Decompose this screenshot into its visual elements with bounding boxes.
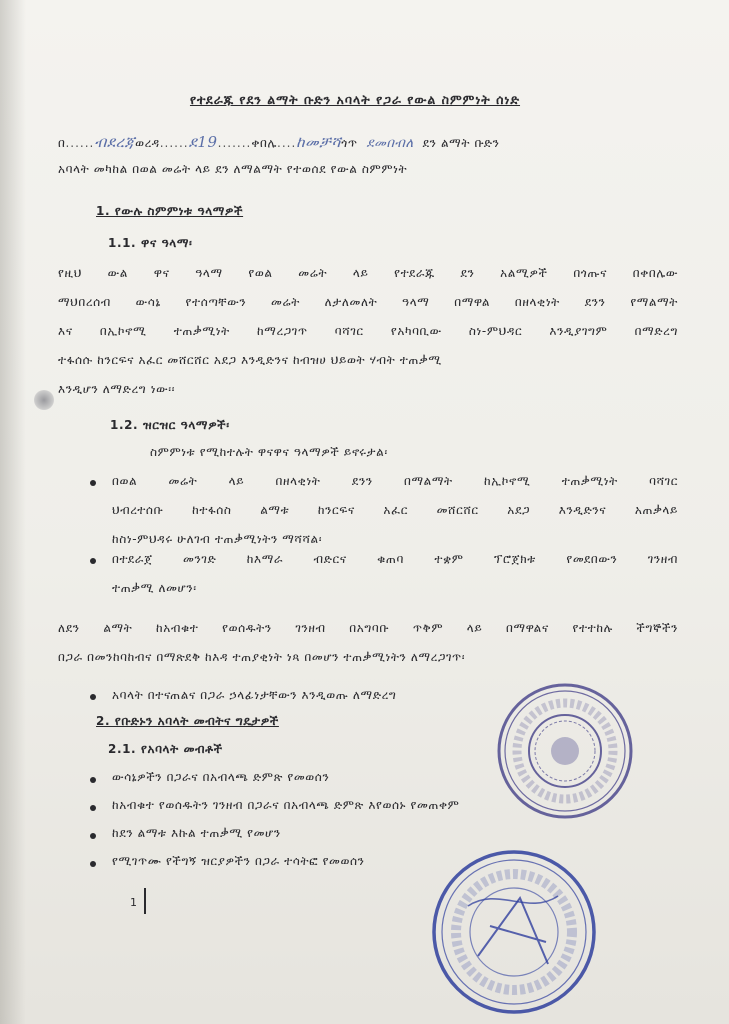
text-cursor (144, 888, 146, 914)
paragraph-line: ለደን ልማት ከአብቁተ የወሰዱትን ገንዘብ በአግባቡ ጥቅም ላይ በማዋልና የተተከሉ ችግኞችን (58, 621, 678, 635)
list-item: የሚገጥሙ የችግኝ ዝርያዎችን በጋራ ተሳትፎ የመወሰን (112, 854, 365, 868)
punch-hole (34, 390, 54, 410)
handwritten-kebele: ደ19 (188, 133, 218, 151)
intro-text-group: ደን ልማት ቡድን (422, 136, 500, 150)
handwritten-gote: ከመቻሻ (296, 133, 342, 151)
list-item: ከአብቁተ የወሰዱትን ገንዘብ በጋራና በአብላጫ ድምጽ እየወሰኑ የመጠቀም (112, 798, 460, 812)
section-1-1-title: 1.1. ዋና ዓላማ፡ (108, 236, 193, 250)
handwritten-group: ደመበብለ (366, 136, 414, 151)
list-item: ህብረተሰቡ ከተፋሰስ ልማቱ ከንርፍና አፈር መሸርሸር አደጋ እንዲድንና አጠቃላይ (112, 503, 678, 517)
section-2-1-title: 2.1. የአባላት መብቶች (108, 742, 223, 756)
bullet-dot (90, 861, 96, 867)
official-stamp-blue (428, 846, 600, 1018)
bullet-dot (90, 694, 96, 700)
paragraph-line: የዚህ ውል ዋና ዓላማ የወል መሬት ላይ የተደራጁ ደን አልሚዎች በጎጡና በቀበሌው (58, 266, 678, 280)
document-title: የተደራጁ የደን ልማት ቡድን አባላት የጋራ የውል ስምምነት ሰነድ (189, 92, 521, 107)
intro-text-woreda: ወረዳ (135, 136, 160, 150)
list-item: ተጠቃሚ ለመሆን፡ (112, 581, 197, 595)
page-shadow (0, 0, 26, 1024)
list-item: በወል መሬት ላይ በዘላቂነት ደንን በማልማት ከኢኮኖሚ ተጠቃሚነት ባሻገር (112, 474, 678, 488)
paragraph-line: እንዲሆን ለማድረግ ነው፡፡ (58, 382, 176, 396)
section-2-heading: 2. የቡድኑን አባላት መብትና ግዴታዎች (96, 714, 279, 728)
list-item: ውሳኔዎችን በጋራና በአብላጫ ድምጽ የመወሰን (112, 770, 330, 784)
bullet-dot (90, 805, 96, 811)
intro-text-kebele: ቀበሌ (251, 136, 277, 150)
intro-prefix: በ (58, 136, 66, 150)
handwritten-woreda: ብደረጃ (94, 133, 136, 151)
paragraph-line: በጋራ በመንከባከብና በማጽደቅ ከእዳ ተጠያቂነት ነጻ በመሆን ተጠቃሚነትን ለማረጋገጥ፡ (58, 650, 466, 664)
bullet-dot (90, 777, 96, 783)
intro-line-2: አባላት መካከል በወል መሬት ላይ ደን ለማልማት የተወሰደ የውል ስምምነት (58, 162, 408, 176)
list-item: ከስነ-ምህዳሩ ሁለገብ ተጠቃሚነትን ማሻሻል፡ (112, 532, 323, 546)
list-item: በተደራጀ መንገድ ከእማራ ብድርና ቁጠባ ተቋም ፕሮጀክቱ የመደበውን ገንዘብ (112, 552, 678, 566)
paragraph-line: ተፋሰሱ ከንርፍና አፈር መሸርሸር አደጋ እንዲድንና ከብዝሀ ህይወት ሃብት ተጠቃሚ (58, 353, 442, 367)
bullet-dot (90, 558, 96, 564)
paragraph-line: ማህበረሰብ ውሳኔ የተሰጣቸውን መሬት ለታለመለት ዓላማ በማዋል በዘላቂነት ደንን የማልማት (58, 295, 678, 309)
page-number: 1 (130, 896, 137, 909)
intro-text-gote: ጎጥ (341, 136, 358, 150)
section-1-2-title: 1.2. ዝርዝር ዓላማዎች፡ (110, 418, 230, 432)
official-stamp-purple (494, 680, 636, 822)
section-1-2-intro: ስምምነቱ የሚከተሉት ዋናዋና ዓላማዎች ይኖሩታል፡ (150, 445, 388, 459)
bullet-dot (90, 833, 96, 839)
section-1-heading: 1. የውሉ ስምምነቱ ዓላማዎች (96, 204, 244, 218)
paragraph-line: እና በኢኮኖሚ ተጠቃሚነት ከማረጋገጥ ባሻገር የአካባቢው ስነ-ምህዳር እንዲያገግም በማድረግ (58, 324, 678, 338)
list-item: ከደን ልማቱ እኩል ተጠቃሚ የመሆን (112, 826, 281, 840)
bullet-dot (90, 480, 96, 486)
intro-line-1: በ......ብደረጃወረዳ......ደ19.......ቀበሌ....ከመቻሻጎጥ ደመበብለ ደን ልማት ቡድን (58, 133, 500, 151)
list-item: አባላት በተናጠልና በጋራ ኃላፊነታቸውን እንዲወጡ ለማድረግ (112, 688, 397, 702)
